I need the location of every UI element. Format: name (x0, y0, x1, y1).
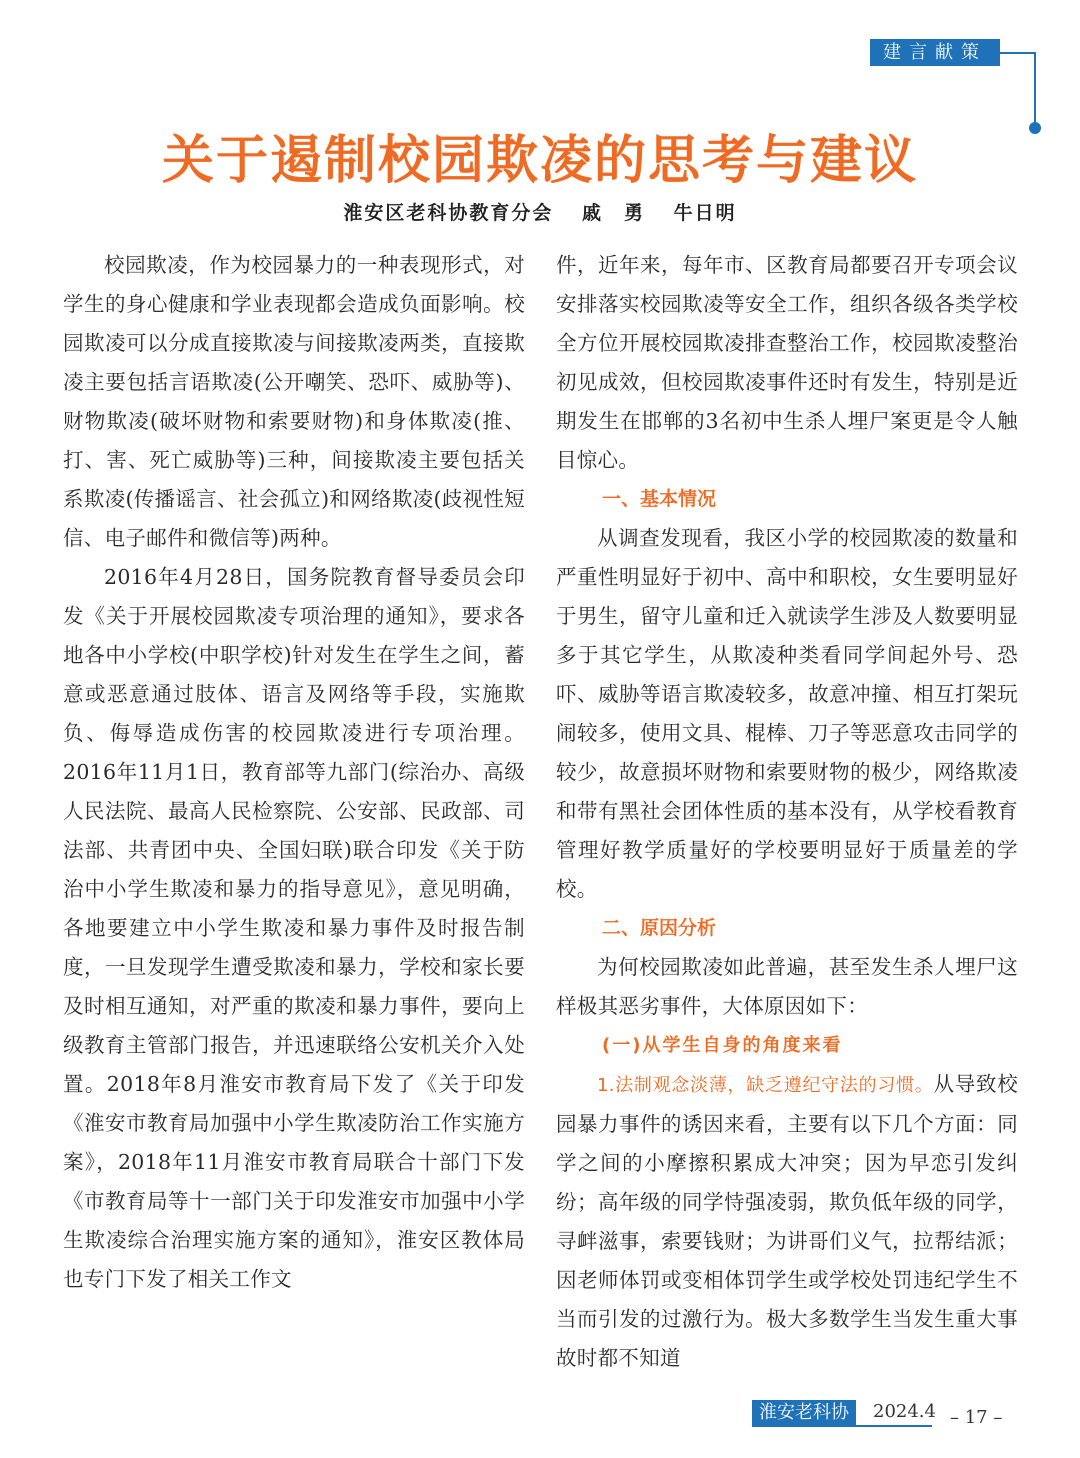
issue-number: 2024.4 (873, 1401, 936, 1422)
section-heading: 一、基本情况 (602, 488, 717, 510)
author-name-2: 牛日明 (673, 202, 737, 224)
left-column (63, 246, 525, 1299)
page-number: – 17 – (950, 1407, 1003, 1428)
article-title: 关于遏制校园欺凌的思考与建议 (161, 131, 918, 191)
section-tag-connector-horizontal (1000, 52, 1036, 54)
footer-rule (752, 1425, 932, 1427)
paragraph: 为何校园欺凌如此普遍，甚至发生杀人埋尸这样极其恶劣事件，大体原因如下： (556, 955, 1018, 1018)
section-heading: 二、原因分析 (602, 917, 717, 939)
paragraph: 校园欺凌，作为校园暴力的一种表现形式，对学生的身心健康和学业表现都会造成负面影响。校园欺凌可以分成直接欺凌与间接欺凌两类，直接欺凌主要包括言语欺凌(公开嘲笑、恐吓、威胁等)、财物欺凌(破坏财物和索要财物)和身体欺凌(推、打、害、死亡威胁等)三种，间接欺凌主要包括关系欺凌(传播谣言、社会孤立)和网络欺凌(歧视性短信、电子邮件和微信等)两种。 (63, 253, 525, 550)
paragraph-lead-in: 1.法制观念淡薄，缺乏遵纪守法的习惯。 (597, 1075, 934, 1096)
section-tag: 建言献策 (870, 39, 1000, 66)
article-authors (0, 198, 1080, 225)
right-column (556, 246, 1018, 1378)
author-organization: 淮安区老科协教育分会 (343, 202, 554, 224)
paragraph-body: 从导致校园暴力事件的诱因来看，主要有以下几个方面：同学之间的小摩擦积累成大冲突；因为早恋引发纠纷；高年级的同学恃强凌弱，欺负低年级的同学，寻衅滋事，索要钱财；为讲哥们义气，拉帮结派；因老师体罚或变相体罚学生或学校处罚违纪学生不当而引发的过激行为。极大多数学生当发生重大事故时都不知道 (556, 1072, 1019, 1370)
subsection-heading: (一)从学生自身的角度来看 (602, 1035, 843, 1056)
paragraph: 件，近年来，每年市、区教育局都要召开专项会议安排落实校园欺凌等安全工作，组织各级各类学校全方位开展校园欺凌排查整治工作，校园欺凌整治初见成效，但校园欺凌事件还时有发生，特别是近期发生在邯郸的3名初中生杀人埋尸案更是令人触目惊心。 (556, 253, 1018, 472)
author-name-1: 戚 勇 (581, 202, 645, 224)
section-tag-connector-vertical (1034, 52, 1036, 126)
paragraph (556, 1065, 1018, 1378)
magazine-name: 淮安老科协 (752, 1400, 856, 1425)
paragraph: 2016年4月28日，国务院教育督导委员会印发《关于开展校园欺凌专项治理的通知》，要求各地各中小学校(中职学校)针对发生在学生之间，蓄意或恶意通过肢体、语言及网络等手段，实施欺负、侮辱造成伤害的校园欺凌进行专项治理。2016年11月1日，教育部等九部门(综治办、高级人民法院、最高人民检察院、公安部、民政部、司法部、共青团中央、全国妇联)联合印发《关于防治中小学生欺凌和暴力的指导意见》，意见明确，各地要建立中小学生欺凌和暴力事件及时报告制度，一旦发现学生遭受欺凌和暴力，学校和家长要及时相互通知，对严重的欺凌和暴力事件，要向上级教育主管部门报告，并迅速联络公安机关介入处置。2018年8月淮安市教育局下发了《关于印发《淮安市教育局加强中小学生欺凌防治工作实施方案》，2018年11月淮安市教育局联合十部门下发《市教育局等十一部门关于印发淮安市加强中小学生欺凌综合治理实施方案的通知》，淮安区教体局也专门下发了相关工作文 (63, 565, 525, 1291)
paragraph: 从调查发现看，我区小学的校园欺凌的数量和严重性明显好于初中、高中和职校，女生要明显好于男生，留守儿童和迁入就读学生涉及人数要明显多于其它学生，从欺凌种类看同学间起外号、恐吓、威胁等语言欺凌较多，故意冲撞、相互打架玩闹较多，使用文具、棍棒、刀子等恶意攻击同学的较少，故意损坏财物和索要财物的极少，网络欺凌和带有黑社会团体性质的基本没有，从学校看教育管理好教学质量好的学校要明显好于质量差的学校。 (556, 526, 1018, 901)
